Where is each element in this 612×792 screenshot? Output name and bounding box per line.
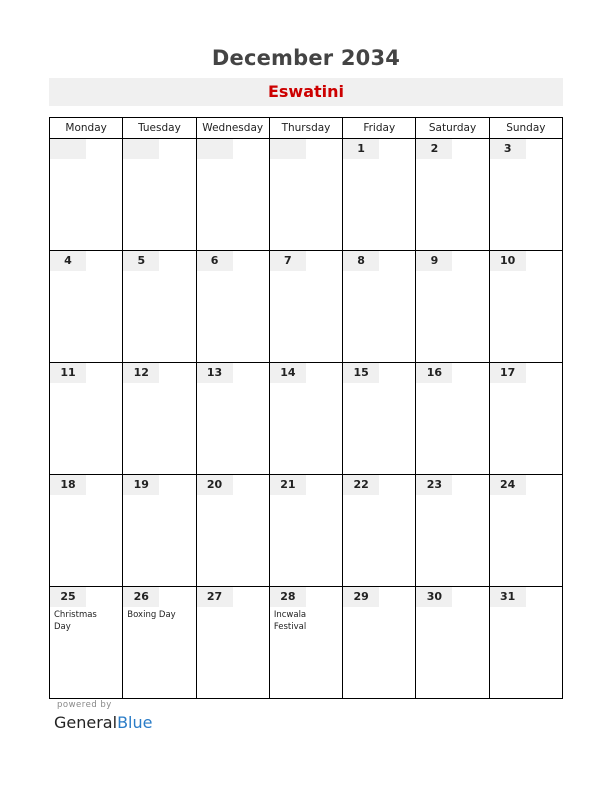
day-number: 24	[490, 475, 526, 495]
day-cell	[489, 475, 562, 587]
day-number: 9	[416, 251, 452, 271]
holiday-label: Christmas Day	[54, 610, 97, 632]
country-band	[49, 78, 563, 106]
day-cell	[269, 587, 342, 699]
day-cell	[416, 363, 489, 475]
weekday-header: Thursday	[269, 118, 342, 139]
day-number: 18	[50, 475, 86, 495]
calendar-grid	[49, 117, 563, 699]
day-number: 11	[50, 363, 86, 383]
day-number: 29	[343, 587, 379, 607]
day-number-placeholder	[270, 139, 306, 159]
day-cell	[489, 587, 562, 699]
day-number: 2	[416, 139, 452, 159]
week-row	[50, 475, 563, 587]
day-number: 4	[50, 251, 86, 271]
week-row	[50, 139, 563, 251]
weekday-header-row	[50, 118, 563, 139]
day-cell	[416, 251, 489, 363]
day-cell	[489, 251, 562, 363]
calendar-title: December 2034	[211, 46, 401, 70]
day-cell	[196, 587, 269, 699]
day-number: 25	[50, 587, 86, 607]
brand-blue-text: Blue	[117, 713, 153, 732]
day-cell	[416, 587, 489, 699]
week-row	[50, 363, 563, 475]
holiday-label: Incwala Festival	[273, 610, 307, 632]
day-cell	[50, 475, 123, 587]
day-cell	[343, 251, 416, 363]
day-cell-empty	[50, 139, 123, 251]
weekday-header: Monday	[50, 118, 123, 139]
day-cell	[196, 475, 269, 587]
day-cell	[269, 251, 342, 363]
day-cell	[50, 363, 123, 475]
day-number: 1	[343, 139, 379, 159]
day-cell	[269, 475, 342, 587]
day-number-placeholder	[50, 139, 86, 159]
day-number: 22	[343, 475, 379, 495]
day-cell	[343, 363, 416, 475]
country-name: Eswatini	[267, 82, 345, 101]
weekday-header: Wednesday	[196, 118, 269, 139]
day-number: 20	[197, 475, 233, 495]
day-cell	[123, 251, 196, 363]
brand-general-text: General	[54, 713, 118, 732]
week-row	[50, 587, 563, 699]
day-number: 6	[197, 251, 233, 271]
day-cell	[123, 363, 196, 475]
day-number: 31	[490, 587, 526, 607]
day-cell	[489, 139, 562, 251]
day-number: 7	[270, 251, 306, 271]
day-cell-empty	[269, 139, 342, 251]
day-number: 10	[490, 251, 526, 271]
day-number: 21	[270, 475, 306, 495]
weekday-header: Saturday	[416, 118, 489, 139]
day-number: 14	[270, 363, 306, 383]
day-number: 5	[123, 251, 159, 271]
weekday-header: Tuesday	[123, 118, 196, 139]
day-cell	[343, 139, 416, 251]
day-number: 19	[123, 475, 159, 495]
week-row	[50, 251, 563, 363]
day-number: 13	[197, 363, 233, 383]
day-cell-empty	[196, 139, 269, 251]
day-cell	[196, 363, 269, 475]
weekday-header: Friday	[343, 118, 416, 139]
weekday-header: Sunday	[489, 118, 562, 139]
day-cell	[123, 475, 196, 587]
day-cell	[416, 139, 489, 251]
day-number: 23	[416, 475, 452, 495]
brand-logo[interactable]	[54, 713, 152, 732]
day-number: 28	[270, 587, 306, 607]
day-number: 15	[343, 363, 379, 383]
powered-by-label: powered by	[57, 700, 112, 710]
day-number: 16	[416, 363, 452, 383]
day-cell	[50, 587, 123, 699]
day-cell	[343, 475, 416, 587]
day-number: 30	[416, 587, 452, 607]
day-cell	[489, 363, 562, 475]
day-number: 26	[123, 587, 159, 607]
day-cell	[50, 251, 123, 363]
day-number: 3	[490, 139, 526, 159]
day-cell	[196, 251, 269, 363]
day-cell	[269, 363, 342, 475]
day-number: 12	[123, 363, 159, 383]
holiday-label: Boxing Day	[127, 610, 176, 620]
day-cell-empty	[123, 139, 196, 251]
day-number: 27	[197, 587, 233, 607]
day-cell	[123, 587, 196, 699]
day-number-placeholder	[123, 139, 159, 159]
day-number-placeholder	[197, 139, 233, 159]
day-cell	[416, 475, 489, 587]
day-number: 8	[343, 251, 379, 271]
day-number: 17	[490, 363, 526, 383]
day-cell	[343, 587, 416, 699]
